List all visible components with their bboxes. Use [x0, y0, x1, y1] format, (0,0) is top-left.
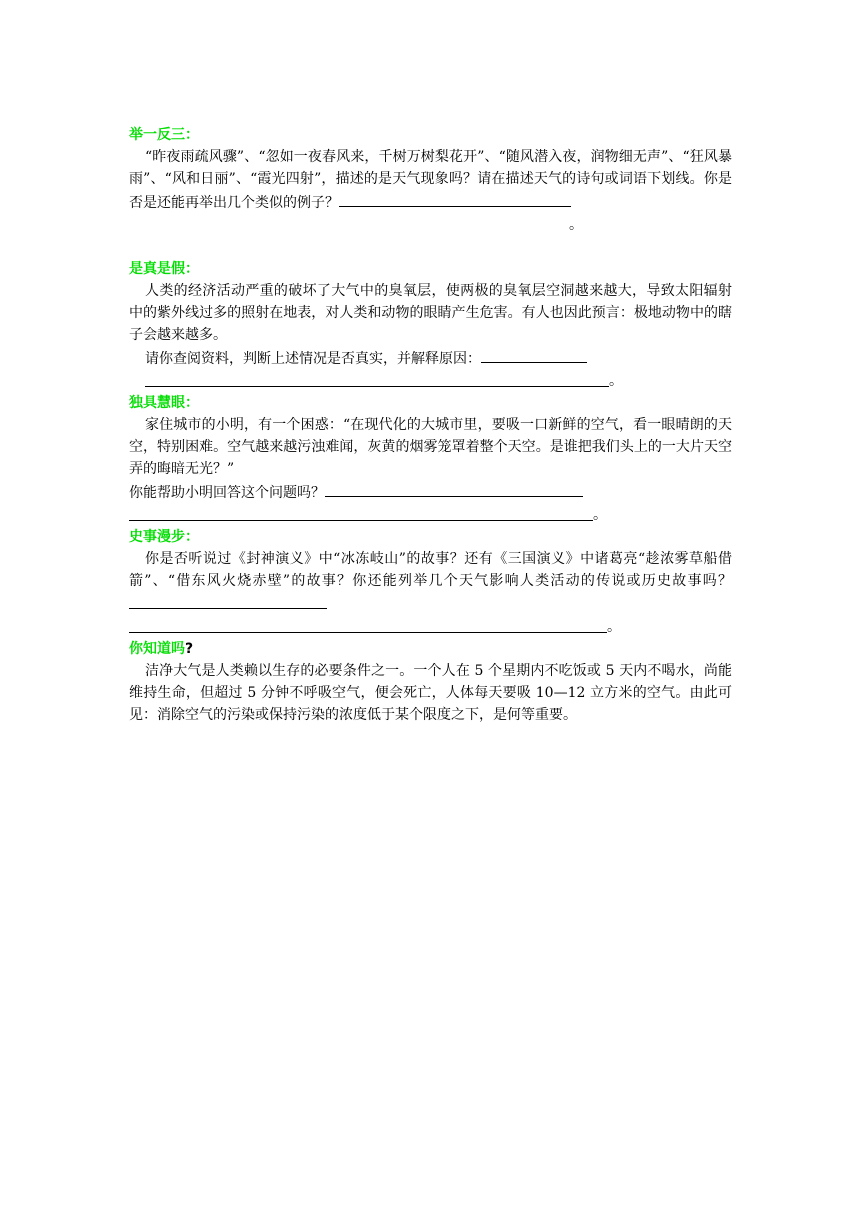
section-prompt-du-ju-hui-yan	[129, 480, 732, 504]
answer-blank[interactable]	[325, 480, 583, 497]
answer-line-row	[129, 616, 732, 638]
section-paragraph-du-ju-hui-yan: 家住城市的小明，有一个困惑：“在现代化的大城市里，要吸一口新鲜的空气，看一眼晴朗的天空，特别困难。空气越来越污浊难闻，灰黄的烟雾笼罩着整个天空。是谁把我们头上的一大片天空弄的晦暗无光？”	[129, 417, 732, 477]
answer-line[interactable]	[129, 618, 607, 633]
section-title-ni-zhi-dao-ma	[129, 638, 732, 660]
answer-end-row	[129, 214, 732, 236]
section-prompt-shi-zhen-shi-jia	[129, 346, 732, 370]
section-paragraph-ni-zhi-dao-ma: 洁净大气是人类赖以生存的必要条件之一。一个人在 5 个星期内不吃饭或 5 天内不喝水，尚能维持生命，但超过 5 分钟不呼吸空气，便会死亡，人体每天要吸 10—12 立方米的空气。由此可见：消除空气的污染或保持污染的浓度低于某个限度之下，是何等重要。	[129, 663, 732, 723]
end-punctuation: 。	[593, 507, 607, 523]
section-title-ju-yi-fan-san: 举一反三：	[129, 127, 199, 143]
section-paragraph-ju-yi-fan-san	[129, 146, 732, 214]
answer-line[interactable]	[145, 372, 609, 387]
title-question-mark: ?	[185, 641, 194, 657]
answer-line-row	[129, 370, 732, 392]
prompt-text: 你能帮助小明回答这个问题吗？	[129, 485, 325, 501]
end-punctuation: 。	[569, 217, 583, 233]
section-title-shi-zhen-shi-jia: 是真是假：	[129, 261, 199, 277]
answer-line[interactable]	[129, 506, 593, 521]
end-punctuation: 。	[607, 619, 621, 635]
section-title-shi-shi-man-bu: 史事漫步：	[129, 529, 199, 545]
answer-blank[interactable]	[481, 346, 587, 363]
answer-blank[interactable]	[129, 592, 327, 609]
section-title-du-ju-hui-yan: 独具慧眼：	[129, 395, 199, 411]
section-paragraph-shi-shi-man-bu	[129, 548, 732, 616]
answer-line-row	[129, 504, 732, 526]
spacer	[129, 236, 732, 258]
title-text: 你知道吗	[129, 641, 185, 657]
paragraph-text: “昨夜雨疏风骤”、“忽如一夜春风来，千树万树梨花开”、“随风潜入夜，润物细无声”、“狂风暴雨”、“风和日丽”、“霞光四射”，描述的是天气现象吗？请在描述天气的诗句或词语下划线。你是否是还能再举出几个类似的例子？	[129, 149, 732, 211]
section-paragraph-shi-zhen-shi-jia: 人类的经济活动严重的破坏了大气中的臭氧层，使两极的臭氧层空洞越来越大，导致太阳辐射中的紫外线过多的照射在地表，对人类和动物的眼睛产生危害。有人也因此预言：极地动物中的瞎子会越来越多。	[129, 283, 732, 343]
paragraph-text: 你是否听说过《封神演义》中“冰冻岐山”的故事？还有《三国演义》中诸葛亮“趁浓雾草船借箭”、“借东风火烧赤壁”的故事？你还能列举几个天气影响人类活动的传说或历史故事吗？	[129, 551, 732, 589]
answer-blank[interactable]	[339, 190, 571, 207]
end-punctuation: 。	[609, 373, 623, 389]
prompt-text: 请你查阅资料，判断上述情况是否真实，并解释原因：	[145, 351, 481, 367]
document-page	[129, 124, 732, 726]
